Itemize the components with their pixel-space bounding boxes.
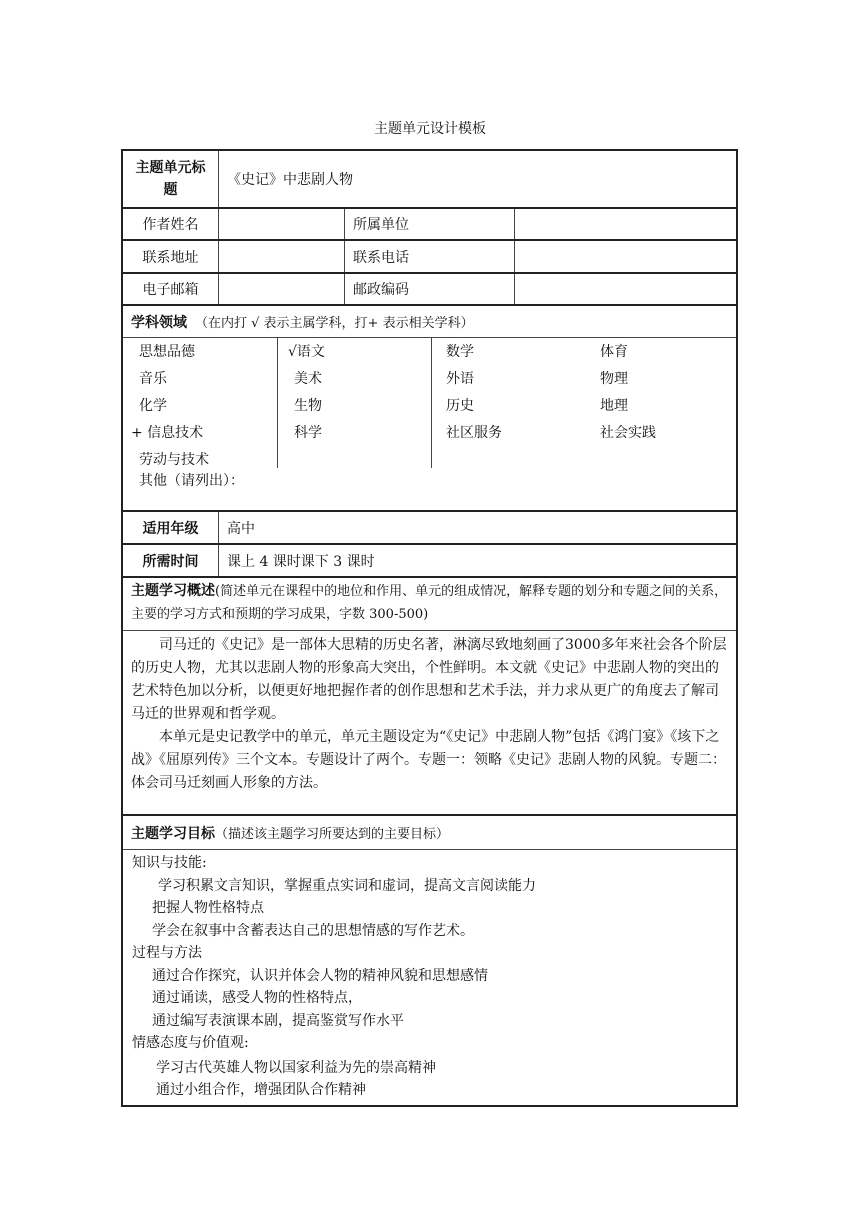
author-row (123, 207, 736, 239)
goal-line: 学会在叙事中含蓄表达自己的思想情感的写作艺术。 (152, 922, 474, 939)
subject-item[interactable]: 生物 (294, 398, 322, 414)
goals-body[interactable] (123, 850, 736, 1105)
subject-column-1 (123, 338, 278, 468)
subject-item[interactable]: 化学 (139, 398, 167, 414)
goal-line: 通过小组合作，增强团队合作精神 (156, 1082, 366, 1098)
time-row (123, 543, 736, 576)
email-row (123, 272, 736, 304)
postcode-value[interactable] (514, 274, 736, 304)
subject-item[interactable]: + 信息技术 (131, 425, 204, 441)
goal-line: 过程与方法 (132, 945, 202, 961)
overview-header (123, 578, 736, 630)
subject-item[interactable]: 历史 (446, 398, 474, 414)
subject-item[interactable]: √语文 (288, 344, 325, 360)
subject-item[interactable]: 体育 (600, 344, 628, 360)
goal-line: 学习积累文言知识，掌握重点实词和虚词，提高文言阅读能力 (158, 877, 536, 894)
goal-line: 通过诵读，感受人物的性格特点， (152, 990, 362, 1006)
goal-line: 学习古代英雄人物以国家利益为先的崇高精神 (156, 1059, 436, 1076)
subject-column-3 (432, 338, 586, 468)
author-value[interactable] (218, 209, 344, 239)
phone-label: 联系电话 (344, 241, 514, 272)
subject-item[interactable]: 思想品德 (139, 344, 195, 360)
grade-label: 适用年级 (142, 520, 199, 537)
goal-line: 把握人物性格特点 (152, 900, 264, 916)
postcode-label: 邮政编码 (344, 274, 514, 304)
topic-label: 主题单元标题 (135, 160, 206, 198)
subject-item[interactable]: 社区服务 (446, 425, 502, 441)
author-label: 作者姓名 (142, 217, 199, 233)
email-label: 电子邮箱 (142, 282, 199, 298)
overview-header-row (123, 576, 736, 630)
goals-header (123, 816, 736, 849)
goals-hint: （描述该主题学习所要达到的主要目标） (215, 827, 450, 842)
topic-value[interactable]: 《史记》中悲剧人物 (218, 151, 736, 207)
overview-paragraph: 司马迁的《史记》是一部体大思精的历史名著，淋漓尽致地刻画了3000多年来社会各个阶层的历史人物，尤其以悲剧人物的形象高大突出，个性鲜明。本文就《史记》中悲剧人物的突出的艺术特色加以分析，以便更好地把握作者的创作思想和艺术手法，并力求从更广的角度去了解司马迁的世界观和哲学观。 (131, 637, 727, 722)
overview-paragraph: 本单元是史记教学中的单元，单元主题设定为“《史记》中悲剧人物”包括《鸿门宴》《垓下之战》《屈原列传》三个文本。专题设计了两个。专题一：领略《史记》悲剧人物的风貌。专题二：体会司马迁刻画人形象的方法。 (131, 729, 726, 791)
goal-line: 情感态度与价值观: (132, 1035, 249, 1051)
subject-item[interactable]: 音乐 (139, 371, 167, 387)
subject-item[interactable]: 科学 (294, 425, 322, 441)
goals-label: 主题学习目标 (131, 825, 215, 842)
subject-area-row (123, 304, 736, 337)
goals-body-row (123, 849, 736, 1105)
phone-value[interactable] (514, 241, 736, 272)
topic-row (123, 151, 736, 207)
document-title: 主题单元设计模板 (374, 121, 486, 137)
subject-item[interactable]: 劳动与技术 (139, 452, 209, 468)
time-label: 所需时间 (142, 553, 199, 570)
address-row (123, 239, 736, 272)
subject-item[interactable]: 社会实践 (600, 425, 656, 441)
subject-item[interactable]: 外语 (446, 371, 474, 387)
subject-area-header (123, 306, 736, 337)
overview-hint: (简述单元在课程中的地位和作用、单元的组成情况，解释专题的划分和专题之间的关系，主要的学习方式和预期的学习成果，字数 300-500) (131, 584, 728, 622)
overview-body[interactable] (123, 631, 736, 814)
org-value[interactable] (514, 209, 736, 239)
address-label: 联系地址 (142, 249, 199, 266)
subject-item[interactable]: 数学 (446, 344, 474, 360)
goals-header-row (123, 814, 736, 849)
subject-column-4 (586, 338, 736, 468)
goal-line: 通过合作探究，认识并体会人物的精神风貌和思想感情 (152, 967, 488, 984)
subject-grid (123, 337, 736, 468)
grade-row (123, 510, 736, 543)
goal-line: 知识与技能: (132, 855, 207, 871)
subject-column-2 (278, 338, 432, 468)
subject-area-label: 学科领域 (131, 314, 187, 331)
subject-item[interactable]: 美术 (294, 371, 322, 387)
subject-other[interactable]: 其他（请列出）： (139, 473, 244, 489)
goal-line: 通过编写表演课本剧，提高鉴赏写作水平 (152, 1012, 404, 1029)
subject-item[interactable]: 地理 (600, 398, 628, 414)
subject-area-hint: （在内打 √ 表示主属学科，打+ 表示相关学科） (195, 316, 474, 331)
overview-body-row (123, 630, 736, 814)
email-value[interactable] (218, 274, 344, 304)
grade-value[interactable]: 高中 (218, 512, 736, 543)
subject-item[interactable]: 物理 (600, 371, 628, 387)
address-value[interactable] (218, 241, 344, 272)
design-form (121, 149, 738, 1107)
overview-label: 主题学习概述 (131, 583, 215, 599)
org-label: 所属单位 (344, 209, 514, 239)
time-value[interactable]: 课上 4 课时课下 3 课时 (218, 545, 736, 576)
